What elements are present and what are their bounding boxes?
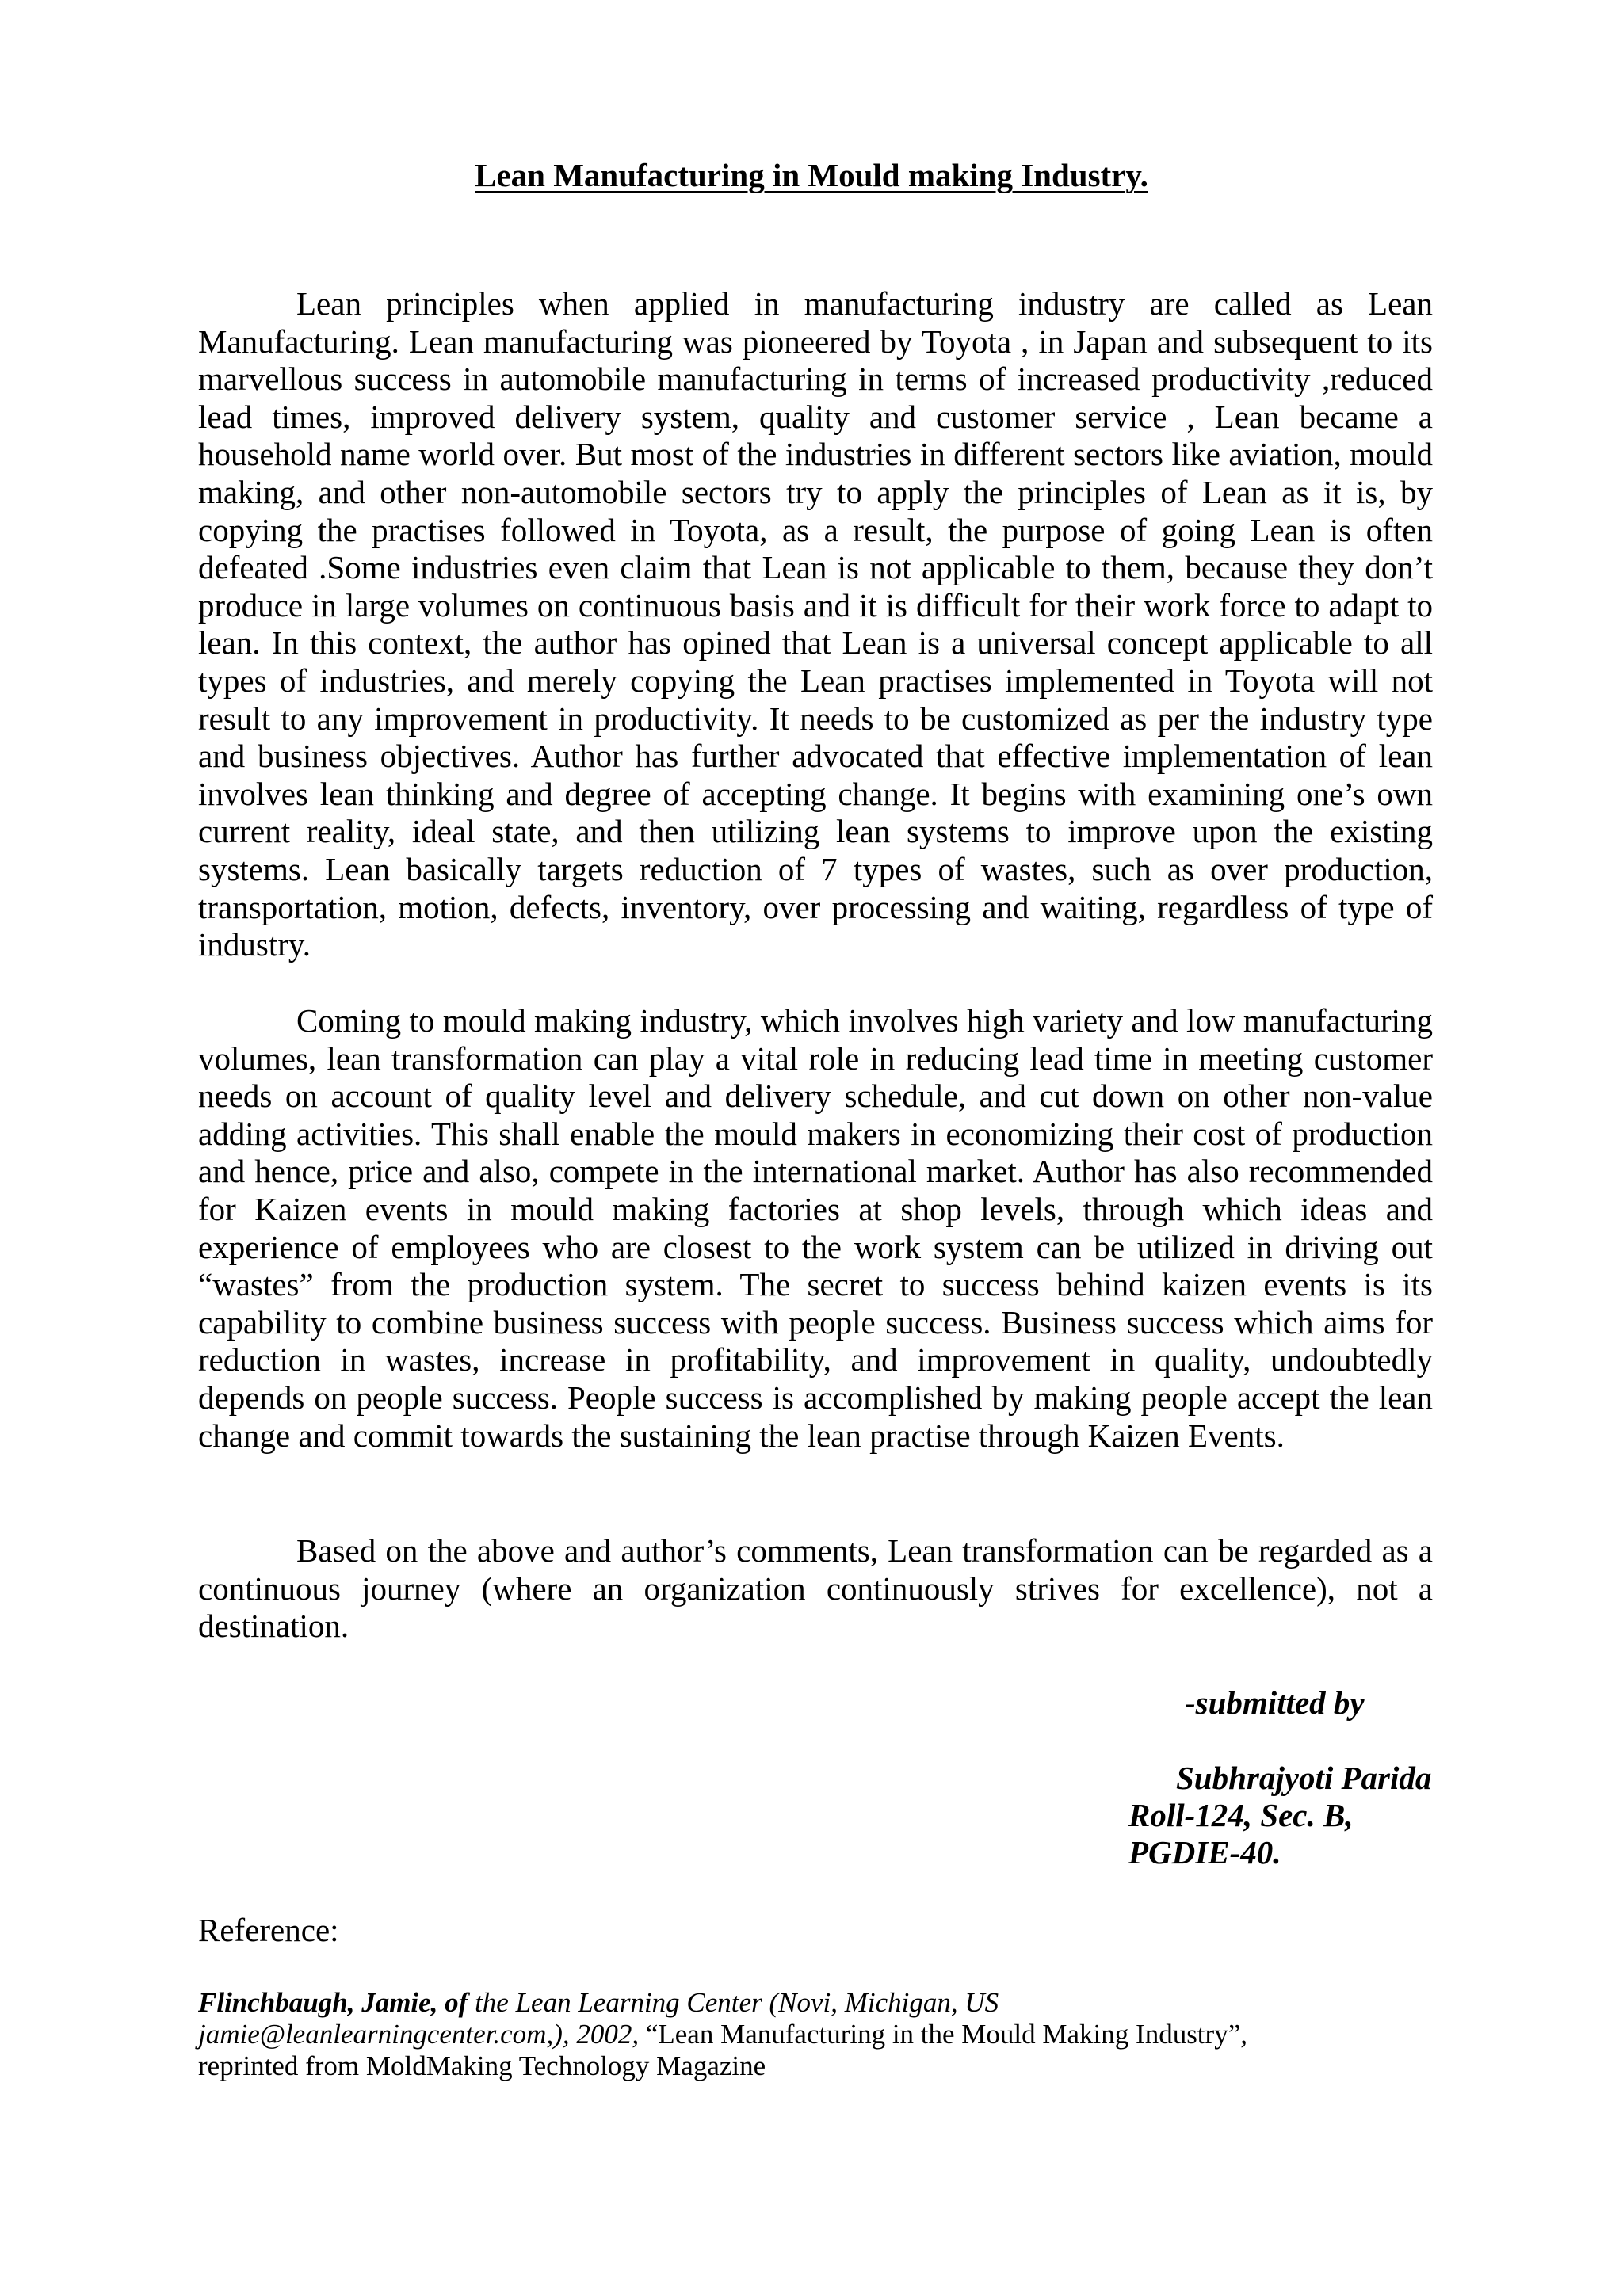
reference-heading: Reference: [198, 1912, 339, 1948]
body-paragraph-1: Lean principles when applied in manufacturing industry are called as Lean Manufacturing. Lean manufacturing was pioneered by Toyota , in Japan and subsequent to its marvellous success in automobile manufacturing in terms of increased productivity ,reduced lead times, improved delivery system, quality and customer service , Lean became a household name world over. But most of the industries in different sectors like aviation, mould making, and other non-automobile sectors try to apply the principles of Lean as it is, by copying the practises followed in Toyota, as a result, the purpose of going Lean is often defeated .Some industries even claim that Lean is not applicable to them, because they don’t produce in large volumes on continuous basis and it is difficult for their work force to adapt to lean. In this context, the author has opined that Lean is a universal concept applicable to all types of industries, and merely copying the Lean practises implemented in Toyota will not result to any improvement in productivity. It needs to be customized as per the industry type and business objectives. Author has further advocated that effective implementation of lean involves lean thinking and degree of accepting change. It begins with examining one’s own current reality, ideal state, and then utilizing lean systems to improve upon the existing systems. Lean basically targets reduction of 7 types of wastes, such as over production, transportation, motion, defects, inventory, over processing and waiting, regardless of type of industry. [198, 285, 1433, 963]
reference-line-1 [198, 1987, 1466, 2019]
author-name: Subhrajyoti Parida [1176, 1760, 1432, 1796]
reference-entry [198, 1987, 1466, 2082]
author-roll: Roll-124, Sec. B, [1128, 1797, 1354, 1833]
body-paragraph-2: Coming to mould making industry, which involves high variety and low manufacturing volumes, lean transformation can play a vital role in reducing lead time in meeting customer needs on account of quality level and delivery schedule, and cut down on other non-value adding activities. This shall enable the mould makers in economizing their cost of production and hence, price and also, compete in the international market. Author has also recommended for Kaizen events in mould making factories at shop levels, through which ideas and experience of employees who are closest to the work system can be utilized in driving out “wastes” from the production system. The secret to success behind kaizen events is its capability to combine business success with people success. Business success which aims for reduction in wastes, increase in profitability, and improvement in quality, undoubtedly depends on people success. People success is accomplished by making people accept the lean change and commit towards the sustaining the lean practise through Kaizen Events. [198, 1002, 1433, 1454]
reference-email-year: jamie@leanlearningcenter.com,), 2002, [198, 2019, 640, 2050]
body-paragraph-3: Based on the above and author’s comments, Lean transformation can be regarded as a continuous journey (where an organization continuously strives for excellence), not a destination. [198, 1532, 1433, 1645]
author-course: PGDIE-40. [1128, 1834, 1281, 1871]
reference-article-title: “Lean Manufacturing in the Mould Making Industry”, [639, 2019, 1247, 2050]
reference-line-2 [198, 2019, 1466, 2050]
reference-author: Flinchbaugh, Jamie, of [198, 1987, 468, 2018]
reference-affiliation: the Lean Learning Center (Novi, Michigan, US [468, 1987, 999, 2018]
document-title: Lean Manufacturing in Mould making Industry. [475, 157, 1148, 193]
reference-source: reprinted from MoldMaking Technology Magazine [198, 2050, 766, 2081]
submitted-by-label: -submitted by [1185, 1684, 1365, 1721]
